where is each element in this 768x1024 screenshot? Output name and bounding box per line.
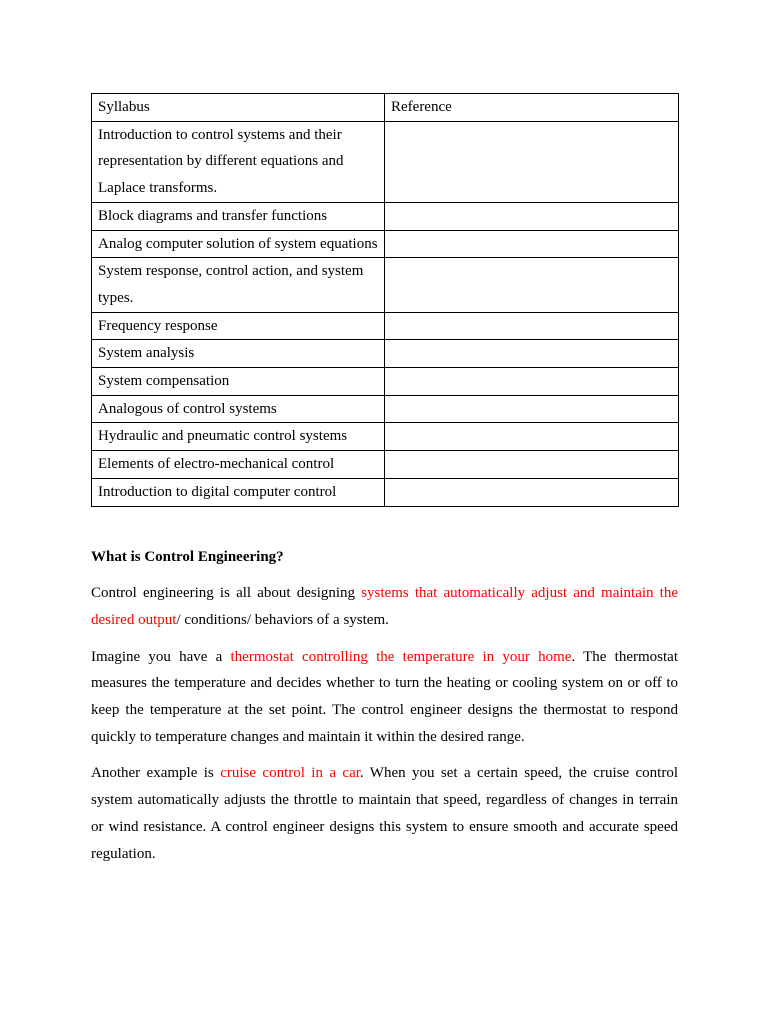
table-row bbox=[92, 312, 679, 340]
paragraph-text: Another example is bbox=[91, 765, 221, 782]
reference-cell bbox=[385, 202, 679, 230]
highlighted-text: systems that automatically adjust and maintain the desired output bbox=[91, 585, 679, 628]
header-reference: Reference bbox=[385, 94, 679, 122]
table-row bbox=[92, 478, 679, 506]
syllabus-cell: Introduction to control systems and their representation by different equations and Laplace transforms. bbox=[92, 121, 385, 202]
syllabus-cell: Analog computer solution of system equations bbox=[92, 230, 385, 258]
table-row bbox=[92, 230, 679, 258]
paragraph-cruise-control-example bbox=[91, 760, 678, 867]
reference-cell bbox=[385, 395, 679, 423]
reference-cell bbox=[385, 121, 679, 202]
table-row bbox=[92, 202, 679, 230]
section-heading: What is Control Engineering? bbox=[91, 548, 284, 565]
reference-cell bbox=[385, 368, 679, 396]
paragraph-text: / conditions/ behaviors of a system. bbox=[176, 611, 389, 628]
table-row bbox=[92, 368, 679, 396]
syllabus-cell: Hydraulic and pneumatic control systems bbox=[92, 423, 385, 451]
table-row bbox=[92, 423, 679, 451]
paragraph-thermostat-example bbox=[91, 644, 678, 751]
syllabus-cell: System response, control action, and system types. bbox=[92, 258, 385, 312]
syllabus-cell: Introduction to digital computer control bbox=[92, 478, 385, 506]
syllabus-cell: System analysis bbox=[92, 340, 385, 368]
reference-cell bbox=[385, 340, 679, 368]
table-header-row bbox=[92, 94, 679, 122]
reference-cell bbox=[385, 230, 679, 258]
reference-cell bbox=[385, 258, 679, 312]
paragraph-definition bbox=[91, 580, 678, 633]
syllabus-cell: Analogous of control systems bbox=[92, 395, 385, 423]
reference-cell bbox=[385, 312, 679, 340]
reference-cell bbox=[385, 451, 679, 479]
reference-cell bbox=[385, 423, 679, 451]
syllabus-cell: Elements of electro-mechanical control bbox=[92, 451, 385, 479]
paragraph-text: . The thermostat measures the temperature and decides whether to turn the heating or cooling system on or off to keep the temperature at the set point. The control engineer designs the thermostat to respond quickly to temperature changes and maintain it within the desired range. bbox=[91, 648, 678, 745]
paragraph-text: Control engineering is all about designing bbox=[91, 585, 362, 602]
table-row bbox=[92, 121, 679, 202]
paragraph-text: Imagine you have a bbox=[91, 648, 231, 665]
highlighted-text: cruise control in a car bbox=[220, 765, 360, 782]
highlighted-text: thermostat controlling the temperature in your home bbox=[230, 648, 572, 665]
paragraph-text: . When you set a certain speed, the cruise control system automatically adjusts the throttle to maintain that speed, regardless of changes in terrain or wind resistance. A control engineer designs this system to ensure smooth and accurate speed regulation. bbox=[91, 765, 679, 862]
syllabus-cell: Frequency response bbox=[92, 312, 385, 340]
syllabus-cell: System compensation bbox=[92, 368, 385, 396]
document-page bbox=[91, 93, 678, 867]
syllabus-table bbox=[91, 93, 679, 507]
table-row bbox=[92, 395, 679, 423]
syllabus-cell: Block diagrams and transfer functions bbox=[92, 202, 385, 230]
table-row bbox=[92, 451, 679, 479]
reference-cell bbox=[385, 478, 679, 506]
table-row bbox=[92, 340, 679, 368]
table-row bbox=[92, 258, 679, 312]
header-syllabus: Syllabus bbox=[92, 94, 385, 122]
